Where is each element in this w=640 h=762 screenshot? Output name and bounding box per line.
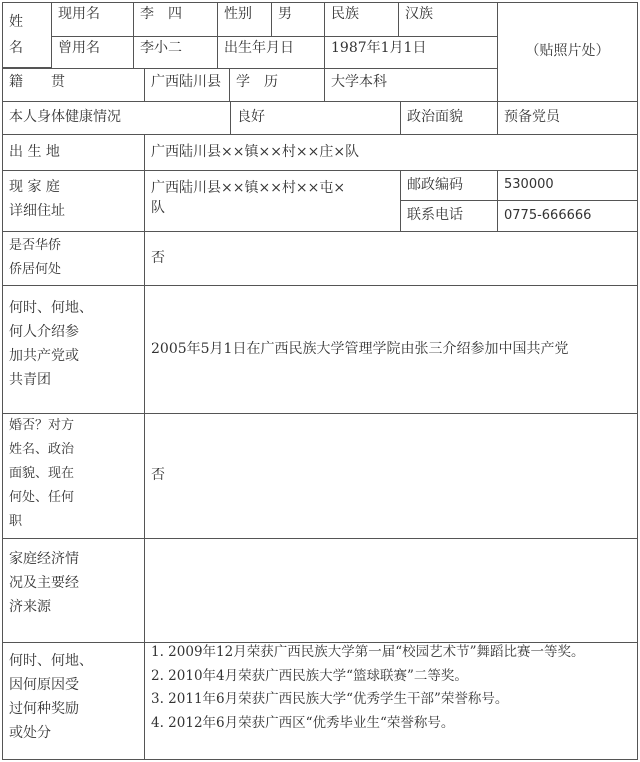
native-place-value: 广西陆川县 xyxy=(151,74,221,90)
awards-label-line: 因何原因受 xyxy=(9,677,79,693)
postcode-label-cell xyxy=(400,170,498,201)
native-place-label-cell xyxy=(2,68,145,102)
awards-label-cell xyxy=(2,642,145,760)
award-item: 3. 2011年6月荣获广西民族大学“优秀学生干部”荣誉称号。 xyxy=(151,691,509,707)
health-label: 本人身体健康情况 xyxy=(9,109,121,126)
marriage-label-line: 姓名、政治 xyxy=(9,442,75,457)
politics-label: 政治面貌 xyxy=(407,109,463,126)
birthplace-value: 广西陆川县××镇××村××庄×队 xyxy=(151,143,360,160)
politics-value-cell xyxy=(497,101,638,135)
phone-value: 0775-666666 xyxy=(504,207,592,223)
party-label-line: 加共产党或 xyxy=(9,348,79,364)
postcode-value: 530000 xyxy=(504,177,554,193)
marriage-label-line: 面貌、现在 xyxy=(9,466,75,481)
economy-label-line: 家庭经济情 xyxy=(9,551,79,567)
native-place-label: 籍 贯 xyxy=(9,74,65,90)
birthdate-label: 出生年月日 xyxy=(224,40,294,56)
politics-label-cell xyxy=(400,101,498,135)
postcode-label: 邮政编码 xyxy=(407,176,463,193)
awards-label-line: 或处分 xyxy=(9,725,51,741)
economy-label-line: 况及主要经 xyxy=(9,575,79,591)
phone-value-cell xyxy=(497,200,638,232)
address-value-line2: 队 xyxy=(151,200,165,216)
education-value-cell xyxy=(324,68,498,102)
health-label-cell xyxy=(2,101,231,135)
award-item: 1. 2009年12月荣获广西民族大学第一届“校园艺术节”舞蹈比赛一等奖。 xyxy=(151,644,585,660)
awards-label-line: 何时、何地、 xyxy=(9,653,93,669)
birthplace-label-cell xyxy=(2,134,145,171)
economy-label-line: 济来源 xyxy=(9,599,51,615)
overseas-value: 否 xyxy=(151,249,165,266)
party-label-line: 共青团 xyxy=(9,372,51,388)
current-name-label-cell xyxy=(51,2,134,37)
gender-value: 男 xyxy=(278,6,292,22)
marriage-value: 否 xyxy=(151,467,165,484)
former-name-label: 曾用名 xyxy=(58,40,100,56)
party-label-line: 何时、何地、 xyxy=(9,300,93,316)
former-name-value: 李小二 xyxy=(140,40,182,56)
marriage-value-cell xyxy=(144,413,638,539)
politics-value: 预备党员 xyxy=(504,109,560,126)
overseas-label-line2: 侨居何处 xyxy=(9,262,62,277)
phone-label-cell xyxy=(400,200,498,232)
address-value-line1: 广西陆川县××镇××村××屯× xyxy=(151,180,346,196)
address-label-cell xyxy=(2,170,145,232)
birthplace-label: 出 生 地 xyxy=(9,143,60,160)
ethnicity-value-cell xyxy=(398,2,498,37)
address-label-line1: 现 家 庭 xyxy=(9,179,60,195)
photo-placeholder-label: （贴照片处） xyxy=(525,43,610,60)
native-place-value-cell xyxy=(144,68,230,102)
overseas-value-cell xyxy=(144,231,638,286)
awards-label-line: 过何种奖励 xyxy=(9,701,79,717)
ethnicity-value: 汉族 xyxy=(405,6,433,22)
marriage-label-line: 何处、任何 xyxy=(9,490,75,505)
party-label-line: 何人介绍参 xyxy=(9,324,79,340)
postcode-value-cell xyxy=(497,170,638,201)
gender-value-cell xyxy=(271,2,325,37)
award-item: 2. 2010年4月荣获广西民族大学“篮球联赛”二等奖。 xyxy=(151,667,468,684)
party-value-cell xyxy=(144,285,638,414)
gender-label: 性别 xyxy=(224,6,252,22)
ethnicity-label: 民族 xyxy=(331,6,359,22)
awards-value-cell xyxy=(144,642,638,760)
marriage-label-line: 婚否？对方 xyxy=(9,418,75,433)
overseas-label-cell xyxy=(2,231,145,286)
education-label-cell xyxy=(229,68,325,102)
current-name-value-cell xyxy=(133,2,218,37)
education-label: 学 历 xyxy=(236,74,278,90)
economy-value-cell xyxy=(144,538,638,643)
current-name-value: 李 四 xyxy=(140,6,182,22)
phone-label: 联系电话 xyxy=(407,207,463,224)
award-item: 4. 2012年6月荣获广西区“优秀毕业生“荣誉称号。 xyxy=(151,714,455,731)
address-label-line2: 详细住址 xyxy=(9,203,65,219)
ethnicity-label-cell xyxy=(324,2,399,37)
former-name-value-cell xyxy=(133,36,218,69)
party-label-cell xyxy=(2,285,145,414)
health-value-cell xyxy=(230,101,401,135)
marriage-label-cell xyxy=(2,413,145,539)
marriage-label-line: 职 xyxy=(9,514,23,529)
overseas-label-line1: 是否华侨 xyxy=(9,238,62,253)
name-label: 姓名 xyxy=(9,14,23,56)
education-value: 大学本科 xyxy=(331,74,387,90)
party-value: 2005年5月1日在广西民族大学管理学院由张三介绍参加中国共产党 xyxy=(151,340,569,357)
former-name-label-cell xyxy=(51,36,134,69)
birthdate-value-cell xyxy=(324,36,498,69)
gender-label-cell xyxy=(217,2,272,37)
photo-placeholder xyxy=(497,2,638,102)
health-value: 良好 xyxy=(237,109,265,126)
birthdate-value: 1987年1月1日 xyxy=(331,40,427,56)
economy-label-cell xyxy=(2,538,145,643)
address-value-cell xyxy=(144,170,401,232)
birthdate-label-cell xyxy=(217,36,325,69)
current-name-label: 现用名 xyxy=(58,6,100,22)
birthplace-value-cell xyxy=(144,134,638,171)
name-section-label xyxy=(2,2,52,68)
